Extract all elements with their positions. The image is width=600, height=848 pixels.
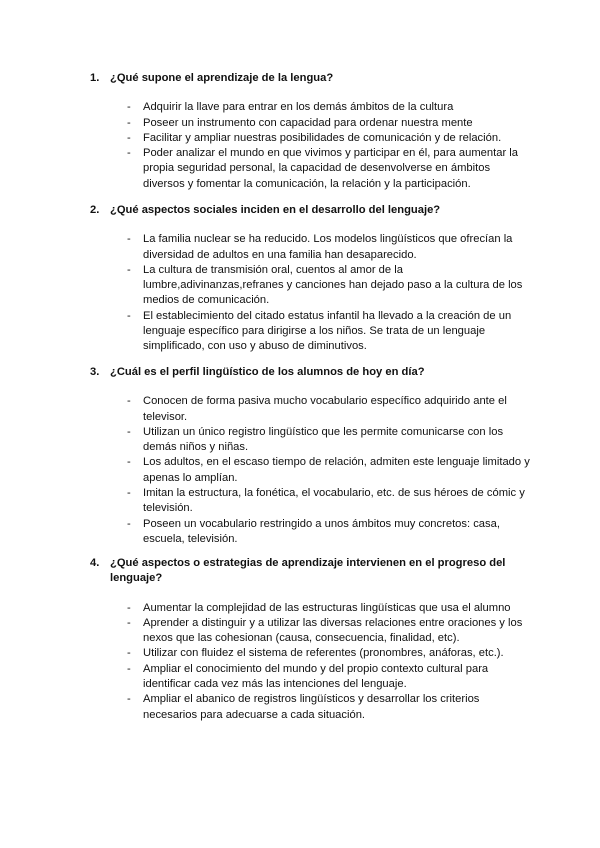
list-item	[90, 486, 532, 517]
question-2	[90, 203, 523, 355]
list-item-text: Facilitar y ampliar nuestras posibilidades de comunicación y de relación.	[143, 131, 502, 144]
list-item-text: La familia nuclear se ha reducido. Los modelos lingüísticos que ofrecían la diversidad de adultos en una familia han desaparecido.	[143, 233, 513, 261]
bullet-dash: -	[127, 647, 131, 660]
list-item-text: Los adultos, en el escaso tiempo de relación, admiten este lenguaje limitado y apenas lo amplían.	[143, 456, 530, 484]
bullet-dash: -	[127, 425, 131, 438]
question-3	[90, 365, 530, 547]
list-item-text: Poder analizar el mundo en que vivimos y participar en él, para aumentar la propia seguridad personal, la capacidad de desenvolverse en ámbitos diversos y fomentar la comunicación, la relación y la participación.	[143, 147, 518, 190]
question-heading	[90, 203, 520, 218]
list-item	[90, 616, 532, 647]
bullet-dash: -	[127, 131, 131, 144]
list-item-text: Utilizar con fluidez el sistema de referentes (pronombres, anáforas, etc.).	[143, 647, 504, 660]
list-item-text: Poseer un instrumento con capacidad para ordenar nuestra mente	[143, 116, 473, 129]
bullet-dash: -	[127, 263, 131, 276]
list-item	[90, 646, 532, 661]
list-item-text: Ampliar el conocimiento del mundo y del propio contexto cultural para identificar cada vez más las intenciones del lenguaje.	[143, 662, 489, 691]
list-item	[90, 662, 532, 693]
list-item	[90, 517, 532, 548]
list-item	[90, 263, 532, 309]
question-number: 2.	[90, 204, 100, 216]
list-item-text: Utilizan un único registro lingüístico que les permite comunicarse con los demás niños y niñas.	[143, 425, 504, 454]
list-item	[90, 692, 532, 723]
question-heading	[90, 365, 520, 380]
bullet-dash: -	[127, 233, 131, 246]
list-item	[90, 232, 532, 263]
question-1	[90, 71, 520, 192]
bullet-dash: -	[127, 101, 131, 114]
list-item	[90, 455, 532, 486]
answer-list	[90, 100, 520, 192]
list-item	[90, 425, 532, 456]
bullet-dash: -	[127, 616, 131, 629]
bullet-dash: -	[127, 487, 131, 500]
list-item-text: La cultura de transmisión oral, cuentos al amor de la lumbre,adivinanzas,refranes y canciones han dejado paso a la cultura de los medios de comunicación.	[143, 263, 523, 307]
list-item-text: El establecimiento del citado estatus infantil ha llevado a la creación de un lenguaje específico para dirigirse a los niños. Se trata de un lenguaje simplificado, con uso y abuso de diminutivos.	[143, 309, 512, 353]
list-item	[90, 309, 532, 355]
question-heading	[90, 556, 520, 587]
bullet-dash: -	[127, 662, 131, 675]
question-number: 1.	[90, 72, 100, 84]
question-title: ¿Cuál es el perfil lingüístico de los alumnos de hoy en día?	[110, 366, 425, 378]
question-number: 3.	[90, 366, 100, 378]
list-item	[90, 100, 532, 115]
question-title: ¿Qué supone el aprendizaje de la lengua?	[110, 72, 334, 84]
bullet-dash: -	[127, 309, 131, 322]
answer-list	[90, 232, 523, 354]
answer-list	[90, 601, 523, 723]
bullet-dash: -	[127, 517, 131, 530]
list-item	[90, 146, 532, 192]
list-item-text: Aumentar la complejidad de las estructuras lingüísticas que usa el alumno	[143, 601, 511, 614]
bullet-dash: -	[127, 693, 131, 706]
question-title: ¿Qué aspectos sociales inciden en el desarrollo del lenguaje?	[110, 204, 441, 216]
bullet-dash: -	[127, 456, 131, 469]
answer-list	[90, 394, 530, 547]
list-item-text: Ampliar el abanico de registros lingüísticos y desarrollar los criterios necesarios para adecuarse a cada situación.	[143, 693, 480, 721]
list-item	[90, 394, 532, 425]
question-number: 4.	[90, 557, 100, 569]
question-heading	[90, 71, 520, 86]
question-4	[90, 556, 523, 723]
list-item	[90, 601, 532, 616]
bullet-dash: -	[127, 601, 131, 614]
list-item	[90, 116, 532, 131]
bullet-dash: -	[127, 395, 131, 408]
bullet-dash: -	[127, 116, 131, 129]
list-item-text: Aprender a distinguir y a utilizar las diversas relaciones entre oraciones y los nexos que las cohesionan (causa, consecuencia, finalidad, etc).	[143, 616, 523, 645]
list-item	[90, 131, 532, 146]
list-item-text: Imitan la estructura, la fonética, el vocabulario, etc. de sus héroes de cómic y televisión.	[143, 487, 525, 515]
question-title: ¿Qué aspectos o estrategias de aprendizaje intervienen en el progreso del lenguaje?	[110, 557, 506, 585]
bullet-dash: -	[127, 147, 131, 160]
list-item-text: Poseen un vocabulario restringido a unos ámbitos muy concretos: casa, escuela, televisión.	[143, 517, 500, 545]
list-item-text: Conocen de forma pasiva mucho vocabulario específico adquirido ante el televisor.	[143, 395, 507, 423]
list-item-text: Adquirir la llave para entrar en los demás ámbitos de la cultura	[143, 101, 454, 114]
